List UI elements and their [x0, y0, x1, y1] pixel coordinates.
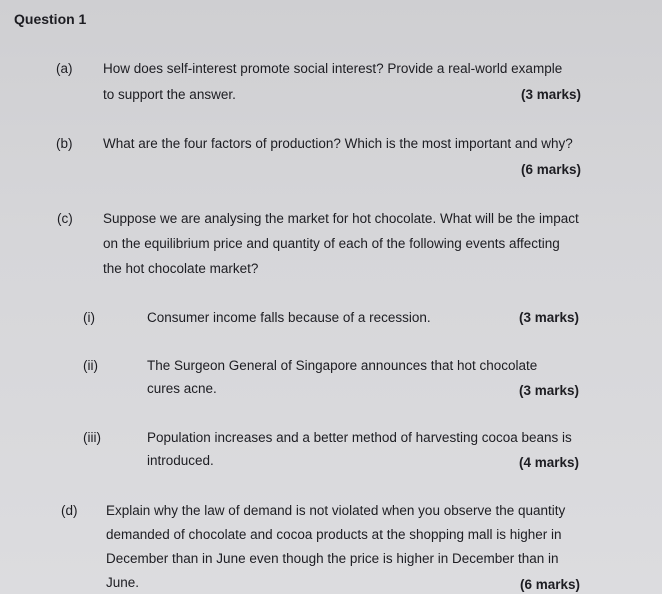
part-c-iii-line-1: Population increases and a better method of harvesting cocoa beans is: [147, 430, 572, 445]
part-c-ii-line-2: cures acne.: [147, 381, 217, 396]
part-c-ii-label: (ii): [83, 358, 98, 373]
part-c-line-2: on the equilibrium price and quantity of each of the following events affecting: [103, 236, 560, 251]
part-c-line-3: the hot chocolate market?: [103, 261, 259, 276]
part-d-line-4: June.: [106, 575, 140, 590]
part-c-iii-marks: (4 marks): [519, 455, 580, 470]
part-c-line-1: Suppose we are analysing the market for hot chocolate. What will be the impact: [103, 211, 579, 226]
part-d-label: (d): [61, 503, 78, 518]
part-d-line-1: Explain why the law of demand is not violated when you observe the quantity: [106, 503, 566, 518]
part-c-i-text: Consumer income falls because of a recession.: [147, 310, 431, 325]
part-b-label: (b): [56, 136, 73, 151]
part-c-iii-label: (iii): [83, 430, 101, 445]
part-b-line-1: What are the four factors of production? Which is the most important and why?: [103, 136, 573, 151]
part-c-ii-line-1: The Surgeon General of Singapore announces that hot chocolate: [147, 358, 538, 373]
part-a-label: (a): [56, 61, 73, 76]
part-a-marks: (3 marks): [521, 87, 582, 102]
part-d-line-2: demanded of chocolate and cocoa products at the shopping mall is higher in: [106, 527, 562, 542]
part-d-line-3: December than in June even though the price is higher in December than in: [106, 551, 559, 566]
part-c-iii-line-2: introduced.: [147, 453, 214, 468]
question-title: Question 1: [14, 11, 87, 27]
part-b-marks: (6 marks): [521, 162, 582, 177]
part-d-marks: (6 marks): [520, 577, 581, 592]
part-c-i-marks: (3 marks): [519, 310, 580, 325]
part-a-line-1: How does self-interest promote social interest? Provide a real-world example: [103, 61, 563, 76]
part-c-label: (c): [57, 211, 73, 226]
part-c-i-label: (i): [83, 310, 95, 325]
part-a-line-2: to support the answer.: [103, 87, 236, 102]
part-c-ii-marks: (3 marks): [519, 383, 580, 398]
